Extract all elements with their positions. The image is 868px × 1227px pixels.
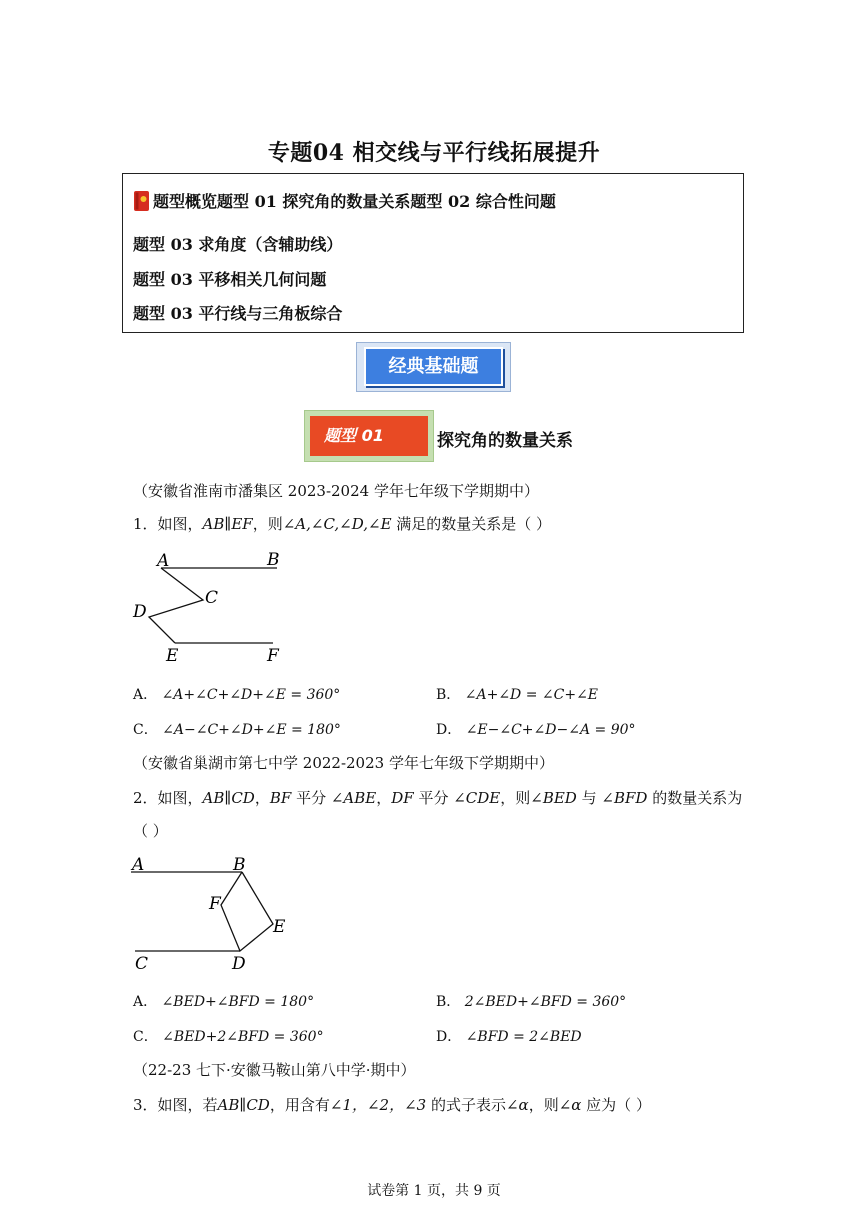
type-badge — [304, 410, 434, 462]
overview-line-3: 题型 03 平移相关几何问题 — [133, 270, 327, 289]
q2-stem-math2: BF — [269, 789, 292, 807]
q1-option-a[interactable] — [133, 684, 340, 704]
q1-option-d[interactable] — [436, 719, 636, 739]
book-icon — [133, 190, 150, 212]
q2-stem-math4: DF — [391, 789, 414, 807]
q2-stem-math5: ∠CDE — [453, 789, 501, 807]
q2-stem-mid6: 与 — [576, 789, 602, 807]
q2-stem-mid: ， — [254, 789, 270, 807]
q3-stem-math3: ∠α — [505, 1096, 529, 1114]
q1-option-b[interactable] — [436, 684, 598, 704]
banner-label: 经典基础题 — [364, 347, 503, 386]
q1-label-e: E — [166, 646, 179, 666]
q2-stem-suffix: 的数量关系为 — [647, 789, 743, 807]
q2-option-b-text: 2∠BED+∠BFD = 360° — [464, 994, 627, 1010]
q2-option-a-label: A． — [133, 994, 158, 1010]
q3-stem-suffix: 的式子表示 — [426, 1096, 506, 1114]
q1-option-b-text: ∠A+∠D = ∠C+∠E — [464, 687, 599, 703]
q2-source: （安徽省巢湖市第七中学 2022-2023 学年七年级下学期期中） — [133, 754, 554, 772]
overview-box — [122, 173, 744, 333]
overview-line-4: 题型 03 平行线与三角板综合 — [133, 304, 343, 323]
q1-option-c-text: ∠A−∠C+∠D+∠E = 180° — [162, 722, 341, 738]
q2-label-a: A — [132, 855, 145, 875]
q2-option-c-text: ∠BED+2∠BFD = 360° — [162, 1029, 324, 1045]
q3-source: （22-23 七下·安徽马鞍山第八中学·期中） — [133, 1061, 416, 1079]
q3-stem-math2: ∠1，∠2，∠3 — [329, 1096, 427, 1114]
q2-option-c[interactable] — [133, 1026, 324, 1046]
overview-line-2: 题型 03 求角度（含辅助线） — [133, 235, 343, 254]
q2-option-d-text: ∠BFD = 2∠BED — [465, 1029, 582, 1045]
q1-label-d: D — [133, 602, 147, 622]
q2-option-a[interactable] — [133, 991, 314, 1011]
q2-label-c: C — [135, 954, 149, 974]
q2-stem-mid4: 平分 — [413, 789, 454, 807]
q3-stem-prefix: 3．如图，若 — [133, 1096, 218, 1114]
overview-line-1-text: 题型概览题型 01 探究角的数量关系题型 02 综合性问题 — [153, 192, 556, 211]
q2-label-f: F — [209, 894, 221, 914]
q2-stem-mid2: 平分 — [291, 789, 331, 807]
q1-option-a-label: A． — [133, 687, 158, 703]
q1-source: （安徽省淮南市潘集区 2023-2024 学年七年级下学期期中） — [133, 482, 539, 500]
q1-stem — [133, 513, 551, 534]
q2-option-c-label: C． — [133, 1029, 158, 1045]
q2-stem-line2: （ ） — [133, 822, 168, 840]
q3-stem-mid: ，用含有 — [269, 1096, 330, 1114]
q2-stem-mid5: ，则 — [500, 789, 531, 807]
q1-label-c: C — [205, 588, 219, 608]
q3-stem — [133, 1094, 651, 1115]
page-title: 专题04 相交线与平行线拓展提升 — [267, 140, 601, 166]
q1-option-b-label: B． — [436, 687, 461, 703]
section-banner — [356, 342, 511, 392]
q2-option-d[interactable] — [436, 1026, 582, 1046]
q1-figure — [125, 545, 295, 670]
q2-label-e: E — [273, 917, 286, 937]
q1-option-c-label: C． — [133, 722, 158, 738]
q1-stem-math2: ∠A,∠C,∠D,∠E — [282, 515, 392, 533]
q1-line-acde — [149, 568, 203, 643]
q2-stem — [133, 787, 742, 808]
q2-stem-math6: ∠BED — [530, 789, 577, 807]
q1-stem-suffix: 满足的数量关系是（ ） — [391, 515, 552, 533]
q2-figure — [125, 850, 300, 975]
q3-stem-math4: ∠α — [558, 1096, 582, 1114]
q2-label-d: D — [232, 954, 246, 974]
q1-label-a: A — [157, 551, 170, 571]
q3-stem-math: AB∥CD — [217, 1096, 270, 1114]
q1-option-d-label: D． — [436, 722, 462, 738]
q3-stem-suffix2: ，则 — [528, 1096, 559, 1114]
q2-option-b-label: B． — [436, 994, 461, 1010]
type-badge-label: 题型 01 — [310, 416, 428, 456]
q1-stem-prefix: 1．如图， — [133, 515, 203, 533]
q2-option-b[interactable] — [436, 991, 626, 1011]
q2-option-d-label: D． — [436, 1029, 462, 1045]
q2-option-a-text: ∠BED+∠BFD = 180° — [161, 994, 315, 1010]
q2-stem-math: AB∥CD — [202, 789, 255, 807]
q1-stem-mid: ，则 — [252, 515, 283, 533]
q2-stem-mid3: ， — [376, 789, 392, 807]
q2-stem-math7: ∠BFD — [601, 789, 648, 807]
q1-stem-math: AB∥EF — [202, 515, 253, 533]
q1-label-f: F — [267, 646, 279, 666]
q3-stem-suffix3: 应为（ ） — [581, 1096, 651, 1114]
q2-line-bfde — [221, 872, 273, 951]
q2-stem-prefix: 2．如图， — [133, 789, 203, 807]
q1-option-c[interactable] — [133, 719, 341, 739]
q1-option-a-text: ∠A+∠C+∠D+∠E = 360° — [161, 687, 341, 703]
page-footer: 试卷第 1 页，共 9 页 — [367, 1183, 501, 1199]
type-title: 探究角的数量关系 — [437, 431, 573, 451]
q1-option-d-text: ∠E−∠C+∠D−∠A = 90° — [465, 722, 636, 738]
q2-label-b: B — [233, 855, 246, 875]
q2-stem-math3: ∠ABE — [330, 789, 377, 807]
q1-label-b: B — [267, 550, 280, 570]
overview-line-1 — [133, 189, 556, 212]
